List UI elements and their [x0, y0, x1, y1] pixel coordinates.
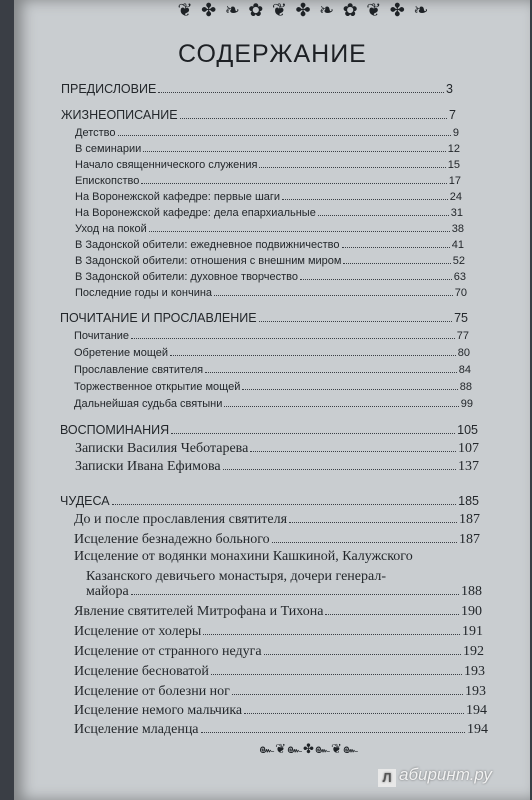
toc-page-number: 187: [459, 512, 480, 527]
toc-entry: [74, 381, 472, 393]
toc-page-number: 190: [461, 604, 482, 619]
toc-page-number: 52: [452, 255, 465, 267]
toc-page-number: 31: [450, 207, 463, 219]
toc-entry-title: До и после прославления святителя: [74, 512, 288, 527]
leader-dots: [205, 364, 457, 373]
leader-dots: [211, 664, 462, 675]
toc-section-title: ВОСПОМИНАНИЯ: [60, 423, 170, 437]
leader-dots: [325, 604, 459, 615]
toc-page-number: 3: [446, 82, 453, 96]
toc-page-number: 105: [457, 423, 478, 437]
leader-dots: [300, 271, 452, 280]
toc-entry-title: Уход на покой: [75, 223, 147, 235]
toc-entry: [75, 191, 462, 203]
leader-dots: [141, 175, 446, 184]
toc-entry: [75, 271, 466, 283]
leader-dots: [343, 255, 450, 264]
toc-entry-title: На Воронежской кафедре: первые шаги: [75, 191, 281, 203]
bottom-ornament: ๛❦๛✤๛❦๛: [259, 741, 359, 756]
toc-section-title: ПОЧИТАНИЕ И ПРОСЛАВЛЕНИЕ: [60, 311, 257, 325]
labirint-logo-icon: Л: [378, 769, 396, 787]
toc-entry: [74, 512, 480, 528]
toc-page-number: 41: [451, 239, 464, 251]
toc-page-number: 194: [466, 703, 487, 718]
toc-page-number: 63: [453, 271, 466, 283]
toc-entry-title: Исцеление от странного недуга: [74, 644, 262, 659]
toc-entry: [74, 532, 480, 548]
toc-entry: [75, 175, 461, 187]
toc-page-number: 80: [457, 347, 470, 359]
book-page: [14, 0, 530, 800]
leader-dots: [131, 584, 459, 595]
toc-section-title: ПРЕДИСЛОВИЕ: [61, 82, 157, 96]
leader-dots: [282, 191, 448, 200]
leader-dots: [242, 381, 457, 390]
toc-section: [60, 423, 478, 437]
toc-entry: [74, 398, 473, 410]
toc-page-number: 99: [460, 398, 473, 410]
table-of-contents: [14, 0, 530, 800]
toc-entry: [74, 722, 488, 738]
toc-entry: [75, 143, 460, 155]
leader-dots: [250, 441, 456, 452]
leader-dots: [201, 722, 465, 733]
leader-dots: [318, 207, 449, 216]
toc-entry-title: Исцеление безнадежно больного: [74, 532, 270, 547]
toc-entry-title: Епископство: [75, 175, 140, 187]
toc-entry-title: Детство: [75, 127, 116, 139]
leader-dots: [264, 644, 461, 655]
toc-page-number: 15: [447, 159, 460, 171]
toc-page-number: 187: [459, 532, 480, 547]
toc-entry-title: Записки Ивана Ефимова: [75, 459, 221, 474]
toc-entry: [75, 223, 464, 235]
toc-entry-title: Исцеление от холеры: [74, 624, 202, 639]
toc-entry-line: Казанского девичьего монастыря, дочери генерал-: [86, 569, 386, 584]
leader-dots: [170, 347, 456, 356]
leader-dots: [259, 159, 445, 168]
toc-entry: [74, 684, 486, 700]
leader-dots: [244, 703, 464, 714]
toc-page-number: 17: [448, 175, 461, 187]
toc-entry: [75, 239, 464, 251]
page-title: СОДЕРЖАНИЕ: [178, 40, 367, 68]
toc-entry: [75, 207, 463, 219]
toc-page-number: 7: [449, 108, 456, 122]
leader-dots: [203, 624, 460, 635]
leader-dots: [214, 287, 453, 296]
toc-section-title: ЧУДЕСА: [60, 494, 110, 508]
watermark-logo: [378, 765, 528, 787]
toc-entry-title: майора: [86, 584, 129, 599]
toc-entry: [74, 330, 469, 342]
toc-section-title: ЖИЗНЕОПИСАНИЕ: [61, 108, 178, 122]
toc-entry-title: Дальнейшая судьба святыни: [74, 398, 223, 410]
toc-page-number: 192: [463, 644, 484, 659]
toc-page-number: 84: [458, 364, 471, 376]
toc-page-number: 193: [465, 684, 486, 699]
toc-page-number: 185: [458, 494, 479, 508]
toc-page-number: 77: [456, 330, 469, 342]
leader-dots: [342, 239, 450, 248]
toc-entry: [74, 347, 470, 359]
toc-entry-title: Записки Василия Чеботарева: [75, 441, 249, 456]
toc-page-number: 12: [447, 143, 460, 155]
toc-entry-title: Исцеление от болезни ног: [74, 684, 230, 699]
toc-entry-title: В Задонской обители: ежедневное подвижничество: [75, 239, 340, 251]
toc-section: [60, 311, 468, 325]
leader-dots: [232, 684, 463, 695]
watermark-text: абиринт.ру: [399, 765, 492, 784]
toc-page-number: 9: [452, 127, 459, 139]
toc-entry-title: В семинарии: [75, 143, 142, 155]
toc-entry: [74, 604, 482, 620]
leader-dots: [289, 512, 457, 523]
toc-entry-title: Последние годы и кончина: [75, 287, 213, 299]
toc-entry: [75, 459, 479, 475]
leader-dots: [171, 424, 455, 434]
toc-entry-title: На Воронежской кафедре: дела епархиальные: [75, 207, 316, 219]
toc-page-number: 70: [454, 287, 467, 299]
toc-page-number: 107: [458, 441, 479, 456]
toc-entry: [75, 255, 465, 267]
toc-section: [61, 108, 456, 122]
toc-entry-title: Прославление святителя: [74, 364, 204, 376]
toc-page-number: 191: [462, 624, 483, 639]
toc-entry-title: В Задонской обители: отношения с внешним миром: [75, 255, 342, 267]
toc-entry: [75, 441, 479, 457]
toc-entry-title: Явление святителей Митрофана и Тихона: [74, 604, 324, 619]
toc-section: [60, 494, 479, 508]
toc-section: [61, 82, 453, 96]
toc-entry: [74, 644, 484, 660]
leader-dots: [131, 330, 455, 339]
toc-entry: [74, 364, 471, 376]
toc-entry-line: Исцеление от водянки монахини Кашкиной, Калужского: [74, 549, 413, 564]
leader-dots: [259, 312, 452, 322]
toc-page-number: 38: [451, 223, 464, 235]
toc-entry-title: В Задонской обители: духовное творчество: [75, 271, 299, 283]
toc-entry: [75, 159, 460, 171]
leader-dots: [223, 459, 456, 470]
leader-dots: [224, 398, 458, 407]
toc-page-number: 194: [467, 722, 488, 737]
toc-entry-title: Начало священнического служения: [75, 159, 258, 171]
toc-entry-title: Исцеление немого мальчика: [74, 703, 243, 718]
toc-entry: [75, 287, 467, 299]
top-ornament: ❦ ✤ ❧ ✿ ❦ ✤ ❧ ✿ ❦ ✤ ❧: [177, 0, 431, 20]
toc-entry: [74, 624, 483, 640]
toc-entry-title: Исцеление бесноватой: [74, 664, 209, 679]
toc-entry-title: Торжественное открытие мощей: [74, 381, 241, 393]
leader-dots: [158, 83, 444, 93]
toc-page-number: 193: [464, 664, 485, 679]
toc-entry-title: Обретение мощей: [74, 347, 169, 359]
leader-dots: [118, 127, 451, 136]
toc-entry: [86, 584, 482, 600]
toc-entry: [75, 127, 459, 139]
toc-entry: [74, 703, 487, 719]
leader-dots: [112, 495, 457, 505]
toc-page-number: 24: [449, 191, 462, 203]
toc-entry-title: Исцеление младенца: [74, 722, 199, 737]
leader-dots: [180, 109, 447, 119]
toc-entry: [74, 664, 485, 680]
toc-entry-title: Почитание: [74, 330, 130, 342]
leader-dots: [143, 143, 445, 152]
leader-dots: [272, 532, 457, 543]
toc-page-number: 137: [458, 459, 479, 474]
toc-page-number: 75: [454, 311, 468, 325]
leader-dots: [149, 223, 450, 232]
toc-page-number: 188: [461, 584, 482, 599]
toc-page-number: 88: [459, 381, 472, 393]
